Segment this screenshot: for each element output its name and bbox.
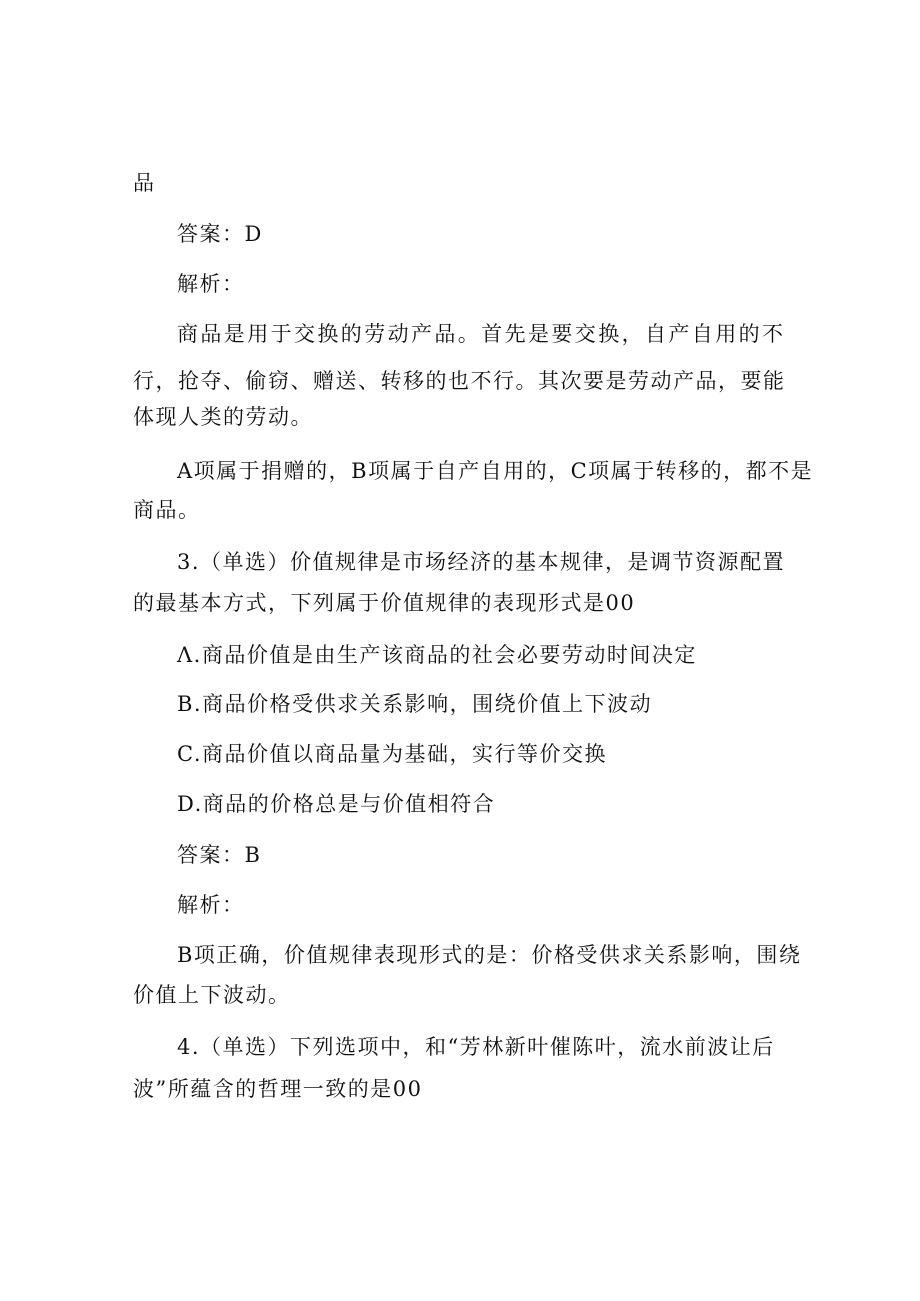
q2-answer: 答案：D bbox=[177, 222, 263, 246]
q2-analysis-p2-line1: A项属于捐赠的，B项属于自产自用的，C项属于转移的，都不是 bbox=[177, 459, 814, 483]
q3-question-line2: 的最基本方式，下列属于价值规律的表现形式是00 bbox=[133, 591, 636, 615]
q2-analysis-p2-line2: 商品。 bbox=[133, 498, 201, 522]
q3-option-c: C.商品价值以商品量为基础，实行等价交换 bbox=[177, 742, 607, 766]
q2-analysis-p1-line2: 行，抢夺、偷窃、赠送、转移的也不行。其次要是劳动产品，要能 bbox=[133, 369, 786, 393]
q4-question-line2: 波”所蕴含的哲理一致的是00 bbox=[133, 1077, 423, 1101]
q3-option-a: Λ.商品价值是由生产该商品的社会必要劳动时间决定 bbox=[177, 643, 697, 667]
q3-option-d: D.商品的价格总是与价值相符合 bbox=[177, 792, 496, 816]
q4-question-line1: 4.（单选）下列选项中，和“芳林新叶催陈叶，流水前波让后 bbox=[177, 1035, 775, 1059]
q3-analysis-line2: 价值上下波动。 bbox=[133, 983, 291, 1007]
q3-option-b: B.商品价格受供求关系影响，围绕价值上下波动 bbox=[177, 692, 653, 716]
q3-answer: 答案：B bbox=[177, 843, 262, 867]
q3-question-line1: 3.（单选）价值规律是市场经济的基本规律，是调节资源配置 bbox=[177, 550, 786, 574]
continued-fragment: 品 bbox=[133, 171, 156, 195]
q3-analysis-label: 解析： bbox=[177, 893, 245, 917]
q3-analysis-line1: B项正确，价值规律表现形式的是：价格受供求关系影响，围绕 bbox=[177, 943, 802, 967]
q2-analysis-label: 解析： bbox=[177, 272, 245, 296]
q2-analysis-p1-line3: 体现人类的劳动。 bbox=[133, 405, 313, 429]
q2-analysis-p1-line1: 商品是用于交换的劳动产品。首先是要交换，自产自用的不 bbox=[177, 322, 786, 346]
